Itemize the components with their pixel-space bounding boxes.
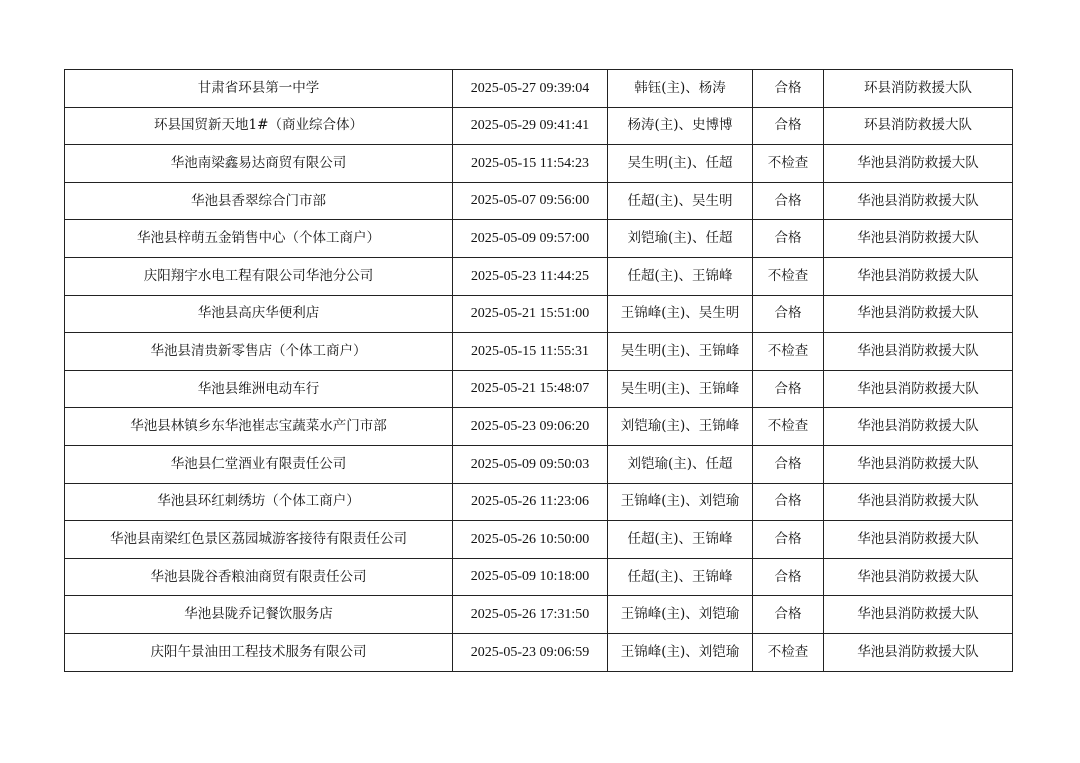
table-row	[65, 257, 1013, 295]
table-row	[65, 370, 1013, 408]
table-body	[65, 70, 1013, 672]
department-cell: 华池县消防救援大队	[824, 596, 1013, 634]
table-row	[65, 521, 1013, 559]
department-cell: 环县消防救援大队	[824, 70, 1013, 108]
inspection-time-cell: 2025-05-15 11:54:23	[453, 145, 608, 183]
department-cell: 华池县消防救援大队	[824, 408, 1013, 446]
result-cell: 合格	[753, 182, 824, 220]
result-cell: 不检查	[753, 333, 824, 371]
inspectors-cell: 杨涛(主)、史博博	[608, 107, 753, 145]
result-cell: 不检查	[753, 257, 824, 295]
result-cell: 合格	[753, 295, 824, 333]
unit-name-cell: 华池县清贵新零售店（个体工商户）	[65, 333, 453, 371]
table-row	[65, 295, 1013, 333]
result-cell: 合格	[753, 521, 824, 559]
table-row	[65, 633, 1013, 671]
result-cell: 不检查	[753, 145, 824, 183]
unit-name-cell: 华池县陇乔记餐饮服务店	[65, 596, 453, 634]
department-cell: 华池县消防救援大队	[824, 633, 1013, 671]
inspection-time-cell: 2025-05-23 09:06:59	[453, 633, 608, 671]
unit-name-cell: 华池县环红刺绣坊（个体工商户）	[65, 483, 453, 521]
inspection-records-table	[64, 69, 1013, 672]
inspectors-cell: 刘铠瑜(主)、任超	[608, 445, 753, 483]
unit-name-cell: 华池县仁堂酒业有限责任公司	[65, 445, 453, 483]
inspectors-cell: 刘铠瑜(主)、王锦峰	[608, 408, 753, 446]
table-row	[65, 333, 1013, 371]
unit-name-cell: 华池县林镇乡东华池崔志宝蔬菜水产门市部	[65, 408, 453, 446]
inspection-time-cell: 2025-05-29 09:41:41	[453, 107, 608, 145]
table-row	[65, 220, 1013, 258]
result-cell: 合格	[753, 596, 824, 634]
result-cell: 合格	[753, 483, 824, 521]
unit-name-cell: 庆阳翔宇水电工程有限公司华池分公司	[65, 257, 453, 295]
unit-name-cell: 华池县维洲电动车行	[65, 370, 453, 408]
inspection-time-cell: 2025-05-26 17:31:50	[453, 596, 608, 634]
unit-name-cell: 华池县梓萌五金销售中心（个体工商户）	[65, 220, 453, 258]
department-cell: 华池县消防救援大队	[824, 295, 1013, 333]
inspectors-cell: 吴生明(主)、王锦峰	[608, 333, 753, 371]
table-row	[65, 558, 1013, 596]
result-cell: 不检查	[753, 633, 824, 671]
department-cell: 华池县消防救援大队	[824, 483, 1013, 521]
result-cell: 合格	[753, 220, 824, 258]
result-cell: 合格	[753, 370, 824, 408]
table-row	[65, 145, 1013, 183]
department-cell: 华池县消防救援大队	[824, 521, 1013, 559]
inspectors-cell: 任超(主)、吴生明	[608, 182, 753, 220]
unit-name-cell: 甘肃省环县第一中学	[65, 70, 453, 108]
inspection-time-cell: 2025-05-26 10:50:00	[453, 521, 608, 559]
department-cell: 华池县消防救援大队	[824, 220, 1013, 258]
unit-name-cell: 华池县高庆华便利店	[65, 295, 453, 333]
unit-name-cell: 华池县南梁红色景区荔园城游客接待有限责任公司	[65, 521, 453, 559]
inspectors-cell: 王锦峰(主)、刘铠瑜	[608, 633, 753, 671]
department-cell: 华池县消防救援大队	[824, 558, 1013, 596]
result-cell: 合格	[753, 558, 824, 596]
unit-name-cell: 庆阳午景油田工程技术服务有限公司	[65, 633, 453, 671]
department-cell: 华池县消防救援大队	[824, 370, 1013, 408]
inspection-time-cell: 2025-05-23 11:44:25	[453, 257, 608, 295]
inspection-time-cell: 2025-05-26 11:23:06	[453, 483, 608, 521]
inspectors-cell: 任超(主)、王锦峰	[608, 558, 753, 596]
table-row	[65, 70, 1013, 108]
inspection-time-cell: 2025-05-21 15:51:00	[453, 295, 608, 333]
result-cell: 合格	[753, 70, 824, 108]
unit-name-cell: 华池县陇谷香粮油商贸有限责任公司	[65, 558, 453, 596]
table-row	[65, 483, 1013, 521]
inspectors-cell: 韩钰(主)、杨涛	[608, 70, 753, 108]
table-row	[65, 408, 1013, 446]
inspection-time-cell: 2025-05-09 09:57:00	[453, 220, 608, 258]
inspectors-cell: 吴生明(主)、任超	[608, 145, 753, 183]
department-cell: 华池县消防救援大队	[824, 257, 1013, 295]
department-cell: 华池县消防救援大队	[824, 182, 1013, 220]
inspectors-cell: 刘铠瑜(主)、任超	[608, 220, 753, 258]
inspection-time-cell: 2025-05-09 10:18:00	[453, 558, 608, 596]
inspectors-cell: 吴生明(主)、王锦峰	[608, 370, 753, 408]
inspection-time-cell: 2025-05-15 11:55:31	[453, 333, 608, 371]
inspectors-cell: 任超(主)、王锦峰	[608, 257, 753, 295]
inspection-time-cell: 2025-05-23 09:06:20	[453, 408, 608, 446]
department-cell: 环县消防救援大队	[824, 107, 1013, 145]
department-cell: 华池县消防救援大队	[824, 145, 1013, 183]
department-cell: 华池县消防救援大队	[824, 445, 1013, 483]
inspection-time-cell: 2025-05-09 09:50:03	[453, 445, 608, 483]
result-cell: 合格	[753, 107, 824, 145]
inspectors-cell: 王锦峰(主)、吴生明	[608, 295, 753, 333]
unit-name-cell: 环县国贸新天地1#（商业综合体）	[65, 107, 453, 145]
inspection-time-cell: 2025-05-21 15:48:07	[453, 370, 608, 408]
result-cell: 不检查	[753, 408, 824, 446]
inspectors-cell: 王锦峰(主)、刘铠瑜	[608, 596, 753, 634]
table-row	[65, 107, 1013, 145]
inspectors-cell: 任超(主)、王锦峰	[608, 521, 753, 559]
unit-name-cell: 华池南梁鑫易达商贸有限公司	[65, 145, 453, 183]
inspectors-cell: 王锦峰(主)、刘铠瑜	[608, 483, 753, 521]
table-row	[65, 182, 1013, 220]
table-row	[65, 445, 1013, 483]
inspection-time-cell: 2025-05-27 09:39:04	[453, 70, 608, 108]
unit-name-cell: 华池县香翠综合门市部	[65, 182, 453, 220]
table-row	[65, 596, 1013, 634]
department-cell: 华池县消防救援大队	[824, 333, 1013, 371]
result-cell: 合格	[753, 445, 824, 483]
inspection-time-cell: 2025-05-07 09:56:00	[453, 182, 608, 220]
